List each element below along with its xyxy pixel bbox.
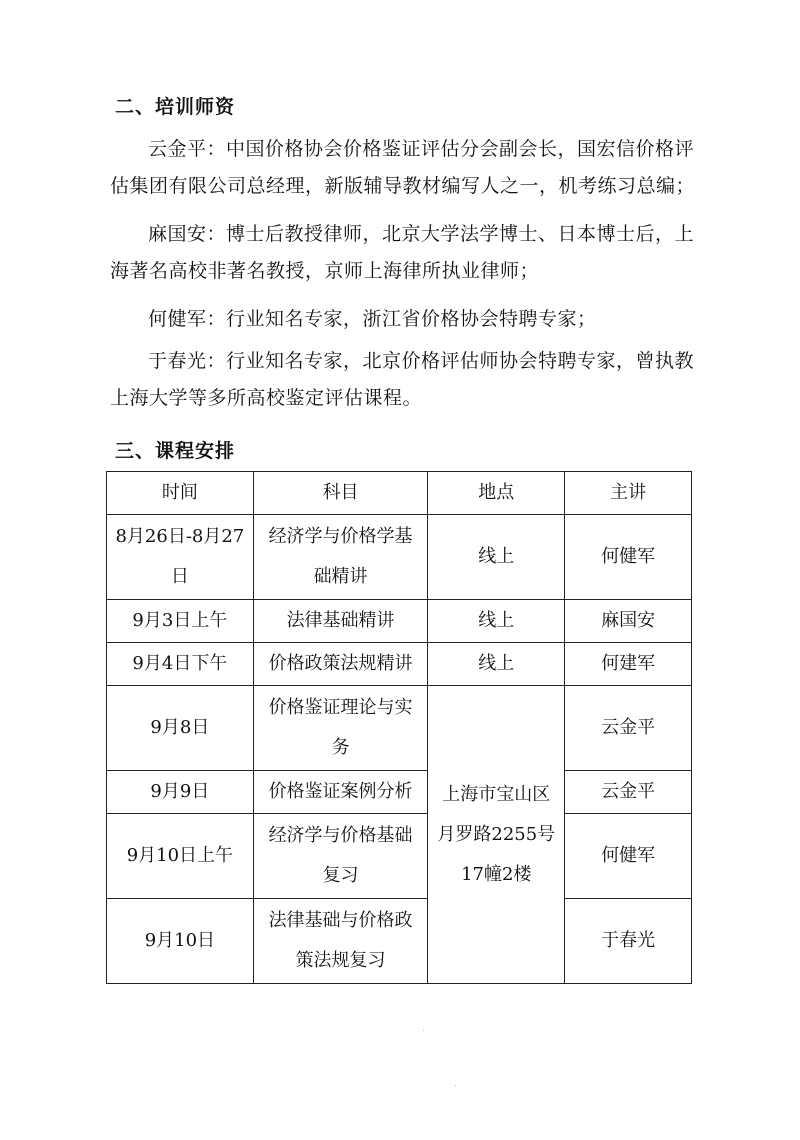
schedule-table (106, 471, 692, 984)
cell-location: 线上 (428, 600, 565, 643)
cell-location: 线上 (428, 515, 565, 600)
section-heading-schedule: 三、课程安排 (115, 440, 236, 462)
cell-location: 线上 (428, 643, 565, 686)
header-subject: 科目 (253, 472, 428, 515)
cell-location-merged: 上海市宝山区月罗路2255号17幢2楼 (428, 686, 565, 984)
cell-subject: 经济学与价格基础复习 (253, 814, 428, 899)
cell-time: 9月8日 (107, 686, 254, 771)
cell-lecturer: 何健军 (565, 814, 692, 899)
cell-subject: 价格鉴证案例分析 (253, 771, 428, 814)
faculty-paragraph-ma: 麻国安：博士后教授律师，北京大学法学博士、日本博士后，上海著名高校非著名教授，京师上海律所执业律师； (110, 223, 695, 282)
cell-lecturer: 云金平 (565, 771, 692, 814)
cell-lecturer: 于春光 (565, 899, 692, 984)
table-row (107, 899, 692, 984)
table-row (107, 771, 692, 814)
table-row (107, 515, 692, 600)
scan-speck (423, 1030, 424, 1031)
cell-subject: 法律基础精讲 (253, 600, 428, 643)
cell-time: 9月10日上午 (107, 814, 254, 899)
cell-time: 9月4日下午 (107, 643, 254, 686)
section-heading-faculty: 二、培训师资 (115, 96, 236, 118)
cell-time: 8月26日-8月27日 (107, 515, 254, 600)
table-header-row (107, 472, 692, 515)
scan-speck (455, 1085, 456, 1086)
faculty-paragraph-yun: 云金平：中国价格协会价格鉴证评估分会副会长，国宏信价格评估集团有限公司总经理，新版辅导教材编写人之一，机考练习总编； (110, 138, 696, 197)
cell-time: 9月3日上午 (107, 600, 254, 643)
table-row (107, 643, 692, 686)
cell-time: 9月10日 (107, 899, 254, 984)
cell-subject: 价格鉴证理论与实务 (253, 686, 428, 771)
table-row (107, 686, 692, 771)
cell-lecturer: 云金平 (565, 686, 692, 771)
table-row (107, 600, 692, 643)
cell-subject: 经济学与价格学基础精讲 (253, 515, 428, 600)
faculty-paragraph-he: 何健军：行业知名专家，浙江省价格协会特聘专家； (148, 308, 597, 330)
header-lecturer: 主讲 (565, 472, 692, 515)
cell-lecturer: 麻国安 (565, 600, 692, 643)
cell-subject: 价格政策法规精讲 (253, 643, 428, 686)
header-location: 地点 (428, 472, 565, 515)
cell-subject: 法律基础与价格政策法规复习 (253, 899, 428, 984)
header-time: 时间 (107, 472, 254, 515)
cell-lecturer: 何健军 (565, 515, 692, 600)
cell-lecturer: 何建军 (565, 643, 692, 686)
faculty-paragraph-yu: 于春光：行业知名专家，北京价格评估师协会特聘专家，曾执教上海大学等多所高校鉴定评估课程。 (110, 350, 695, 409)
table-row (107, 814, 692, 899)
cell-time: 9月9日 (107, 771, 254, 814)
